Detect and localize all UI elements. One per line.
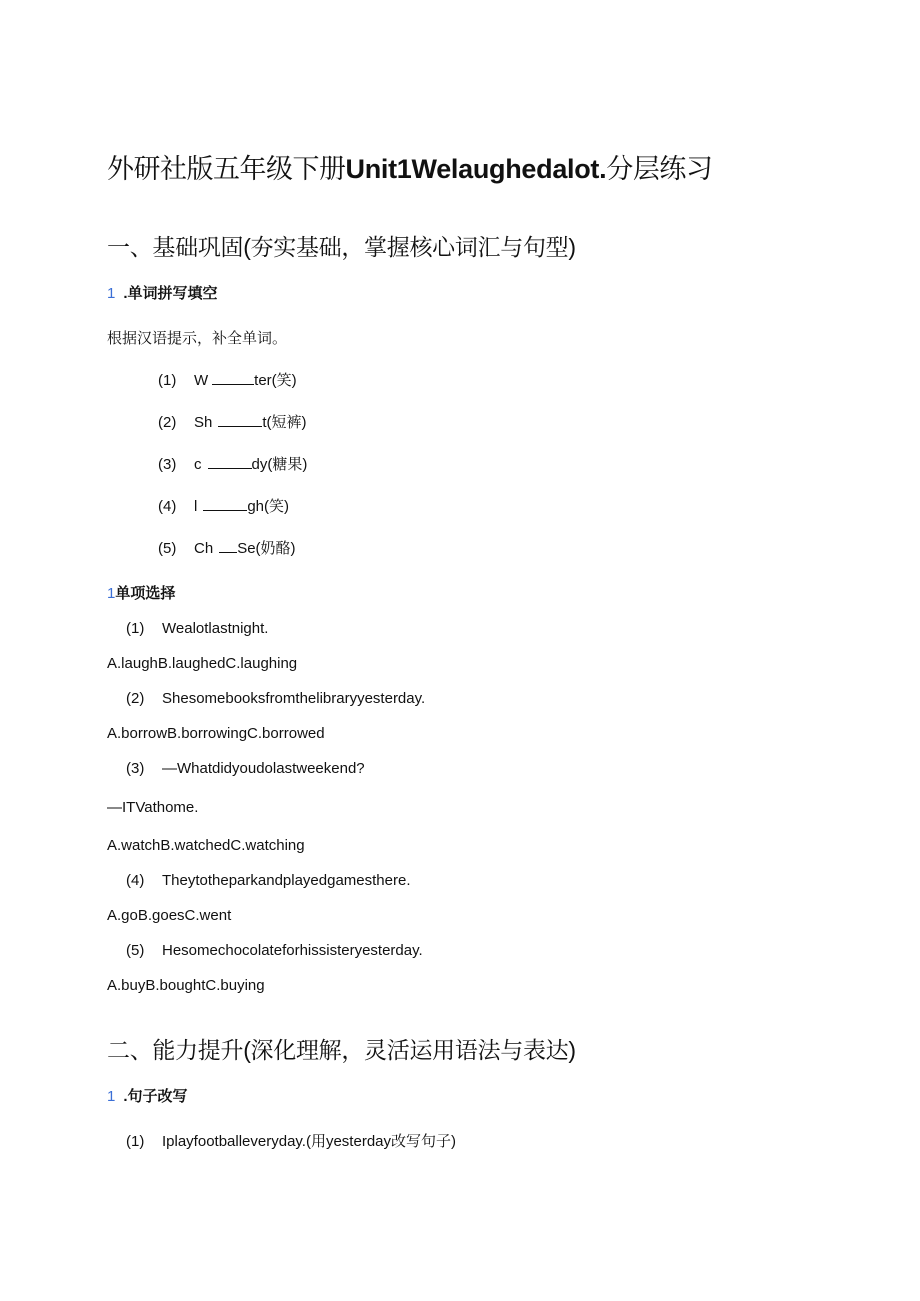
question-3-options: A.watchB.watchedC.watching <box>107 837 305 854</box>
part-1-heading: 1 .单词拼写填空 <box>107 285 218 302</box>
spelling-item-1: (1) W ter(笑) <box>158 372 297 389</box>
question-1: (1) Wealotlastnight. <box>126 620 269 637</box>
section-2-heading: 二、能力提升(深化理解，灵活运用语法与表达) <box>107 1037 576 1063</box>
question-4: (4) Theytotheparkandplayedgamesthere. <box>126 872 411 889</box>
question-5: (5) Hesomechocolateforhissisteryesterday. <box>126 942 423 959</box>
question-2: (2) Shesomebooksfromthelibraryyesterday. <box>126 690 426 707</box>
answer-blank[interactable] <box>203 496 247 511</box>
question-3: (3) —Whatdidyoudolastweekend? <box>126 760 365 777</box>
answer-blank[interactable] <box>219 538 237 553</box>
spelling-item-2: (2) Sh t(短裤) <box>158 414 307 431</box>
answer-blank[interactable] <box>208 454 252 469</box>
rewrite-item-1: (1) Iplayfootballeveryday.(用yesterday改写句子) <box>126 1133 456 1150</box>
page-title: 外研社版五年级下册Unit1Welaughedalot.分层练习 <box>107 154 713 184</box>
instruction-text: 根据汉语提示，补全单词。 <box>107 330 288 347</box>
spelling-item-4: (4) l gh(笑) <box>158 498 290 515</box>
answer-blank[interactable] <box>212 370 254 385</box>
part-2-heading: 1单项选择 <box>107 585 176 602</box>
question-2-options: A.borrowB.borrowingC.borrowed <box>107 725 325 742</box>
spelling-item-3: (3) c dy(糖果) <box>158 456 308 473</box>
spelling-item-5: (5) Ch Se(奶酪) <box>158 540 296 557</box>
question-1-options: A.laughB.laughedC.laughing <box>107 655 298 672</box>
question-5-options: A.buyB.boughtC.buying <box>107 977 265 994</box>
question-3-answer: —ITVathome. <box>107 799 199 816</box>
part-3-heading: 1 .句子改写 <box>107 1088 188 1105</box>
question-4-options: A.goB.goesC.went <box>107 907 232 924</box>
answer-blank[interactable] <box>218 412 262 427</box>
section-1-heading: 一、基础巩固(夯实基础，掌握核心词汇与句型) <box>107 234 576 260</box>
